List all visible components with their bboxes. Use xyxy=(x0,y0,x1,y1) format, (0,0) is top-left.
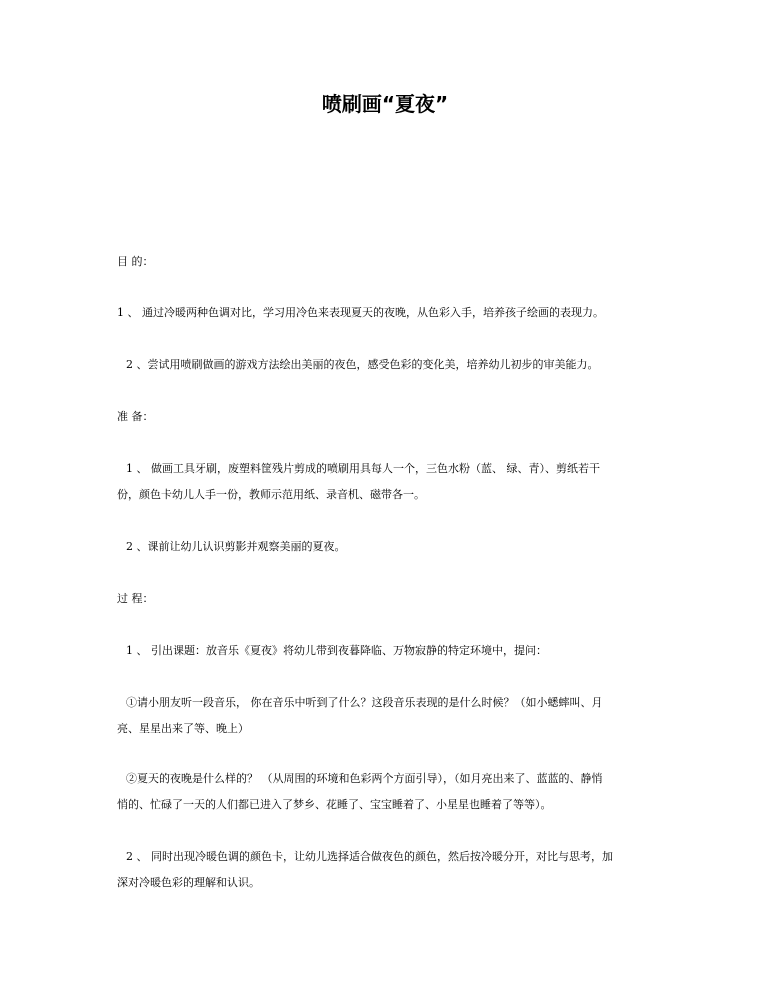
process-item-2-line-2: 深对冷暖色彩的理解和认识。 xyxy=(117,876,260,889)
goal-heading: 目 的： xyxy=(117,255,154,268)
process-heading: 过 程： xyxy=(117,592,154,605)
process-item-1a-line-1: ①请小朋友听一段音乐， 你在音乐中听到了什么？这段音乐表现的是什么时候？（如小蟋蟀叫、月 xyxy=(126,696,603,709)
goal-item-2: 2 、尝试用喷刷做画的游戏方法绘出美丽的夜色，感受色彩的变化美，培养幼儿初步的审美能力。 xyxy=(126,358,599,371)
process-item-2-line-1: 2 、 同时出现冷暖色调的颜色卡，让幼儿选择适合做夜色的颜色，然后按冷暖分开，对比与思考，加 xyxy=(126,850,613,863)
prep-heading: 准 备： xyxy=(117,410,154,423)
process-item-1b-line-2: 悄的、忙碌了一天的人们都已进入了梦乡、花睡了、宝宝睡着了、小星星也睡着了等等）。 xyxy=(117,798,552,811)
goal-item-1: 1 、 通过冷暖两种色调对比，学习用冷色来表现夏天的夜晚，从色彩入手，培养孩子绘画的表现力。 xyxy=(117,306,604,319)
prep-item-1-line-1: 1 、 做画工具牙刷，废塑料筐残片剪成的喷刷用具每人一个，三色水粉（蓝、 绿、青）、剪纸若干 xyxy=(126,462,600,475)
process-item-1b-line-1: ②夏天的夜晚是什么样的？ （从周围的环境和色彩两个方面引导），（如月亮出来了、蓝蓝的、静悄 xyxy=(126,772,603,785)
prep-item-2: 2 、课前让幼儿认识剪影并观察美丽的夏夜。 xyxy=(126,540,346,553)
document-title: 喷刷画“夏夜” xyxy=(321,92,449,116)
process-item-1a-line-2: 亮、星星出来了等、晚上） xyxy=(117,722,249,735)
process-item-1: 1 、 引出课题：放音乐《夏夜》将幼儿带到夜暮降临、万物寂静的特定环境中，提问： xyxy=(126,644,547,657)
prep-item-1-line-2: 份，颜色卡幼儿人手一份，教师示范用纸、录音机、磁带各一。 xyxy=(117,488,425,501)
